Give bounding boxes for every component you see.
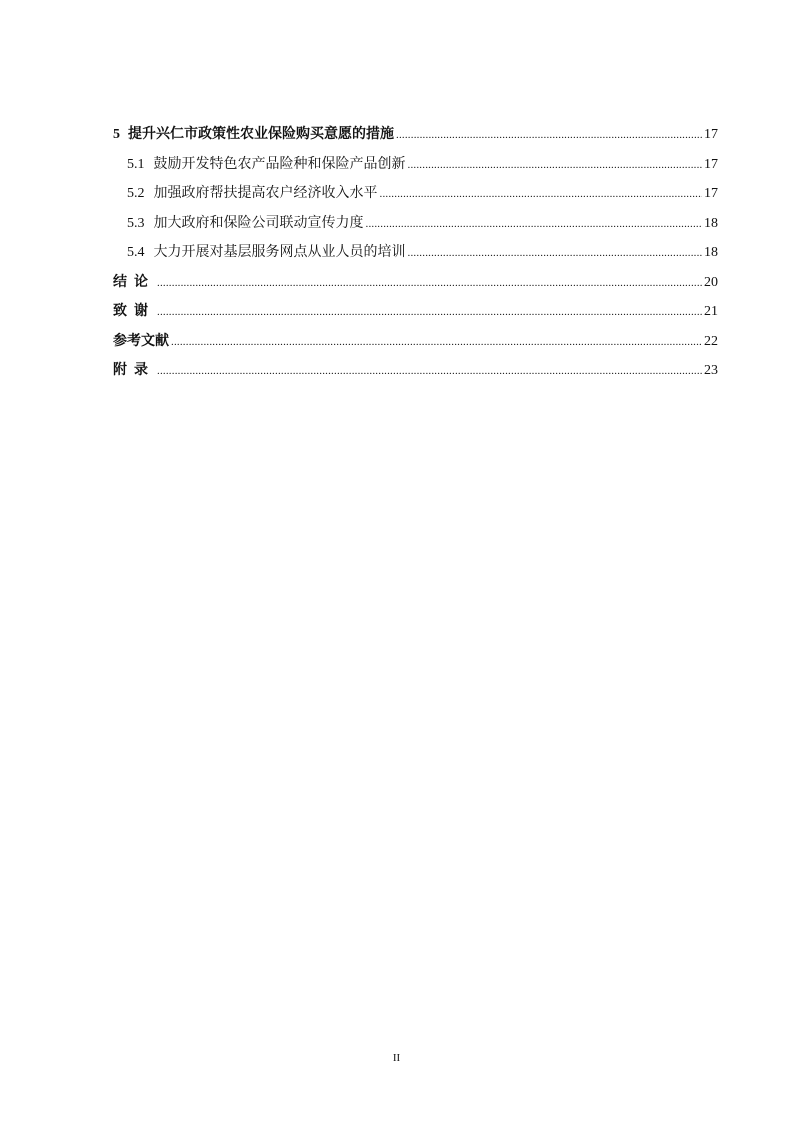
toc-entry-title: 致谢 [113, 304, 155, 319]
toc-entry-section-5-2[interactable] [113, 179, 718, 209]
toc-entry-title: 结论 [113, 274, 155, 290]
toc-entry-title: 大力开展对基层服务网点从业人员的培训 [153, 245, 406, 260]
toc-entry-title: 参考文献 [113, 333, 169, 349]
dot-leader [396, 120, 702, 151]
toc-entry-page: 20 [704, 274, 718, 290]
toc-entry-title: 鼓励开发特色农产品险种和保险产品创新 [153, 156, 406, 172]
dot-leader [157, 297, 702, 328]
toc-entry-title: 加大政府和保险公司联动宣传力度 [153, 215, 364, 231]
toc-entry-acknowledgements[interactable] [113, 297, 718, 327]
toc-entry-title: 加强政府帮扶提高农户经济收入水平 [153, 186, 378, 201]
dot-leader [157, 356, 702, 387]
toc-entry-page: 17 [704, 156, 718, 172]
toc-entry-title: 提升兴仁市政策性农业保险购买意愿的措施 [128, 127, 394, 142]
toc-entry-number: 5.2 [127, 186, 145, 201]
toc-entry-number: 5 [113, 127, 120, 142]
toc-entry-page: 22 [704, 333, 718, 349]
page-number-footer: II [392, 1052, 401, 1064]
toc-entry-page: 17 [704, 127, 718, 142]
toc-entry-title: 附录 [113, 363, 155, 378]
toc-entry-section-5-3[interactable] [113, 209, 718, 239]
dot-leader [366, 209, 703, 240]
toc-entry-page: 18 [704, 215, 718, 231]
toc-entry-number: 5.4 [127, 245, 145, 260]
table-of-contents [113, 120, 718, 386]
toc-entry-number: 5.3 [127, 215, 145, 231]
toc-entry-references[interactable] [113, 327, 718, 357]
dot-leader [380, 179, 703, 210]
toc-entry-section-5-4[interactable] [113, 238, 718, 268]
dot-leader [171, 327, 702, 358]
dot-leader [408, 150, 703, 181]
toc-entry-page: 17 [704, 186, 718, 201]
toc-entry-appendix[interactable] [113, 356, 718, 386]
toc-entry-chapter-5[interactable] [113, 120, 718, 150]
toc-entry-section-5-1[interactable] [113, 150, 718, 180]
toc-entry-conclusion[interactable] [113, 268, 718, 298]
dot-leader [408, 238, 703, 269]
toc-entry-page: 21 [704, 304, 718, 319]
toc-entry-number: 5.1 [127, 156, 145, 172]
toc-entry-page: 23 [704, 363, 718, 378]
toc-entry-page: 18 [704, 245, 718, 260]
dot-leader [157, 268, 702, 299]
